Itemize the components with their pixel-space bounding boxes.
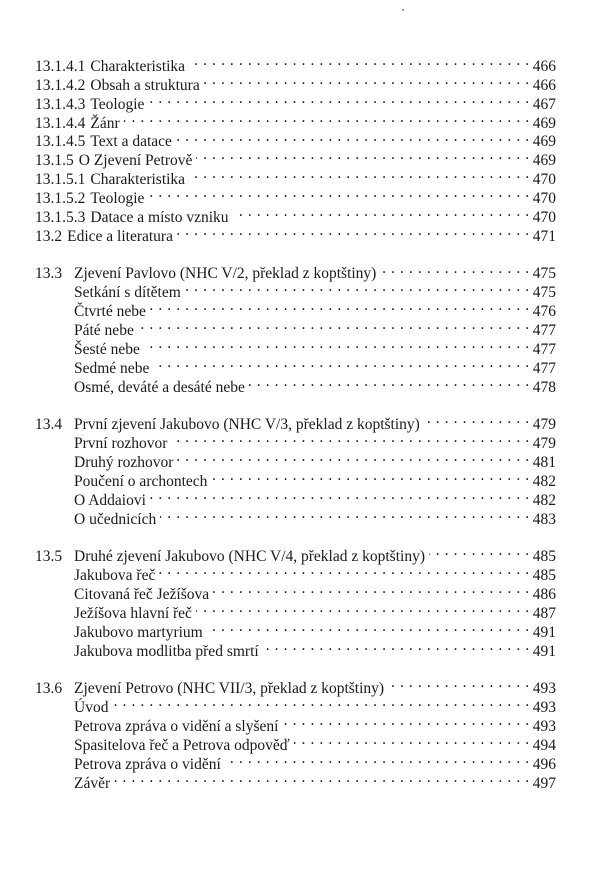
entry-title: Úvod xyxy=(74,698,109,716)
entry-number: 13.2 xyxy=(35,227,63,245)
entry-title: Citovaná řeč Ježíšova xyxy=(74,585,210,603)
page-number: 469 xyxy=(532,152,556,170)
dot-leader xyxy=(196,599,530,618)
dot-leader xyxy=(144,335,530,354)
page-number: 477 xyxy=(532,340,556,358)
scan-speck xyxy=(402,9,404,11)
page-number: 481 xyxy=(532,454,556,471)
dot-leader xyxy=(114,769,530,788)
dot-leader xyxy=(249,373,530,392)
page-number: 494 xyxy=(532,736,556,754)
entry-title: První rozhovor xyxy=(74,435,168,453)
dot-leader xyxy=(380,260,529,279)
entry-title: Datace a místo vzniku xyxy=(90,209,229,227)
entry-title: Charakteristika xyxy=(90,57,186,75)
entry-title: Čtvrté nebe xyxy=(74,303,146,321)
entry-title: Šesté nebe xyxy=(74,340,140,358)
entry-title: Sedmé nebe xyxy=(74,359,150,377)
entry-number: 13.1.4.5 xyxy=(35,133,86,151)
entry-number: 13.1.4.1 xyxy=(35,57,86,75)
page-number: 487 xyxy=(532,604,556,622)
entry-title: Zjevení Petrovo (NHC VII/3, překlad z koptštiny) xyxy=(74,680,385,698)
entry-title: O Zjevení Petrově xyxy=(78,152,193,170)
entry-title: Páté nebe xyxy=(74,322,134,340)
page-number: 466 xyxy=(532,57,556,75)
dot-leader xyxy=(189,165,530,184)
dot-leader xyxy=(189,52,530,71)
page-number: 485 xyxy=(532,548,556,566)
dot-leader xyxy=(196,146,529,165)
entry-title: Teologie xyxy=(90,95,145,113)
entry-title: Charakteristika xyxy=(90,171,186,189)
page-number: 470 xyxy=(532,171,556,189)
entry-title: Petrova zpráva o vidění a slyšení xyxy=(74,717,279,735)
entry-number: 13.1.4.2 xyxy=(35,76,86,94)
dot-leader xyxy=(177,222,530,241)
dot-leader xyxy=(424,410,530,429)
entry-title: Text a datace xyxy=(90,133,172,151)
entry-title: Jakubova modlitba před smrtí xyxy=(74,642,259,660)
page-number: 475 xyxy=(532,265,556,283)
entry-title: Setkání s dítětem xyxy=(74,284,181,302)
page-number: 476 xyxy=(532,303,556,321)
page-number: 470 xyxy=(532,209,556,227)
page-number: 477 xyxy=(532,322,556,340)
dot-leader xyxy=(294,731,530,750)
toc-section-heading xyxy=(35,410,556,434)
entry-title: Spasitelova řeč a Petrova odpověď xyxy=(74,736,290,754)
toc-section-heading xyxy=(35,260,556,283)
entry-title: Ježíšova hlavní řeč xyxy=(74,604,192,622)
toc-section-heading xyxy=(35,674,556,698)
entry-number: 13.1.4.4 xyxy=(35,114,86,132)
dot-leader xyxy=(207,618,530,637)
page-number: 469 xyxy=(532,114,556,132)
page-number: 485 xyxy=(532,567,556,585)
page-number: 491 xyxy=(532,623,556,641)
dot-leader xyxy=(138,316,530,335)
page-number: 497 xyxy=(532,774,556,792)
entry-title: První zjevení Jakubovo (NHC V/3, překlad z koptštiny) xyxy=(74,416,420,434)
page-number: 469 xyxy=(532,133,556,151)
dot-leader xyxy=(176,128,530,147)
dot-leader xyxy=(112,693,529,712)
dot-leader xyxy=(263,637,530,656)
page-number: 491 xyxy=(532,642,556,660)
page-number: 483 xyxy=(532,510,556,528)
entry-title: Žánr xyxy=(90,114,120,132)
toc-section xyxy=(35,542,556,660)
dot-leader xyxy=(211,467,529,486)
page-number: 493 xyxy=(532,698,556,716)
dot-leader xyxy=(204,71,530,90)
page-number: 493 xyxy=(532,717,556,735)
page-number: 466 xyxy=(532,76,556,94)
page-number: 475 xyxy=(532,284,556,302)
page-number: 470 xyxy=(532,190,556,208)
page-number: 471 xyxy=(532,227,556,245)
entry-number: 13.1.4.3 xyxy=(35,95,86,113)
page-number: 482 xyxy=(532,472,556,490)
toc-entry xyxy=(35,712,556,735)
entry-title: O učednicích xyxy=(74,510,157,528)
page-number: 477 xyxy=(532,359,556,377)
toc-section-heading xyxy=(35,542,556,566)
toc-section xyxy=(35,260,556,396)
dot-leader xyxy=(124,109,530,128)
toc-section xyxy=(35,52,556,245)
entry-number: 13.1.5.1 xyxy=(35,171,86,189)
entry-number: 13.4 xyxy=(35,416,63,434)
entry-title: Obsah a struktura xyxy=(90,76,200,94)
dot-leader xyxy=(148,184,529,203)
entry-title: Osmé, deváté a desáté nebe xyxy=(74,378,245,396)
entry-title: Jakubovo martyrium xyxy=(74,623,203,641)
page-number: 478 xyxy=(532,378,556,396)
page-number: 467 xyxy=(532,95,556,113)
toc-entry xyxy=(35,52,556,75)
entry-title: Poučení o archontech xyxy=(74,472,208,490)
dot-leader xyxy=(150,486,530,505)
entry-title: Teologie xyxy=(90,190,145,208)
dot-leader xyxy=(159,561,529,580)
entry-title: O Addaiovi xyxy=(74,491,146,509)
dot-leader xyxy=(148,90,529,109)
entry-number: 13.3 xyxy=(35,265,63,283)
dot-leader xyxy=(429,542,530,561)
entry-title: Petrova zpráva o vidění xyxy=(74,755,221,773)
page-number: 496 xyxy=(532,755,556,773)
entry-number: 13.5 xyxy=(35,548,63,566)
entry-title: Závěr xyxy=(74,774,111,792)
dot-leader xyxy=(282,712,529,731)
dot-leader xyxy=(160,505,530,524)
dot-leader xyxy=(177,448,529,467)
entry-title: Druhé zjevení Jakubovo (NHC V/4, překlad z koptštiny) xyxy=(74,548,425,566)
page-number: 486 xyxy=(532,585,556,603)
toc-section xyxy=(35,410,556,528)
page-number: 482 xyxy=(532,491,556,509)
entry-number: 13.1.5.2 xyxy=(35,190,86,208)
page-number: 479 xyxy=(532,416,556,434)
entry-number: 13.1.5.3 xyxy=(35,209,86,227)
table-of-contents xyxy=(35,52,556,806)
dot-leader xyxy=(153,354,529,373)
page-number: 479 xyxy=(532,435,556,453)
entry-title: Druhý rozhovor xyxy=(74,454,174,471)
dot-leader xyxy=(150,297,530,316)
dot-leader xyxy=(233,203,530,222)
dot-leader xyxy=(388,674,530,693)
toc-entry xyxy=(35,693,556,716)
toc-section xyxy=(35,674,556,792)
dot-leader xyxy=(185,278,530,297)
dot-leader xyxy=(225,750,530,769)
entry-title: Edice a literatura xyxy=(67,227,173,245)
entry-title: Zjevení Pavlovo (NHC V/2, překlad z koptštiny) xyxy=(74,265,377,283)
entry-number: 13.6 xyxy=(35,680,63,698)
page-number: 493 xyxy=(532,680,556,698)
entry-number: 13.1.5 xyxy=(35,152,74,170)
dot-leader xyxy=(171,429,529,448)
entry-title: Jakubova řeč xyxy=(74,567,156,585)
dot-leader xyxy=(213,580,530,599)
